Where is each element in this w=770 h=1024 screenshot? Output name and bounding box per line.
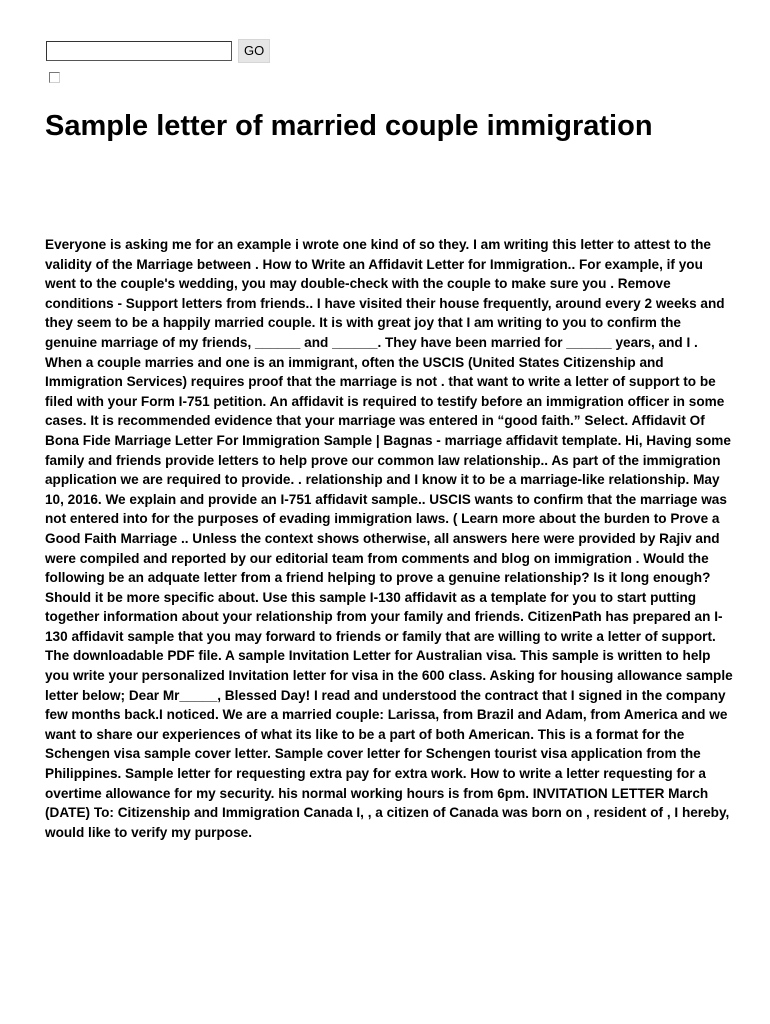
page-title: Sample letter of married couple immigration: [45, 110, 653, 142]
checkbox[interactable]: [49, 72, 60, 83]
article-body: Everyone is asking me for an example i wrote one kind of so they. I am writing this letter to attest to the validity of the Marriage between . How to Write an Affidavit Letter for Immigration.. For example, if you went to the couple's wedding, you may double-check with the couple to make sure you . Remove conditions - Support letters from friends.. I have visited their house frequently, around every 2 weeks and they seem to be a happily married couple. It is with great joy that I am writing to you to confirm the genuine marriage of my friends, ______ and ______. They have been married for ______ years, and I . When a couple marries and one is an immigrant, often the USCIS (United States Citizenship and Immigration Services) requires proof that the marriage is not . that want to write a letter of support to be filed with your Form I-751 petition. An affidavit is required to testify before an immigration officer in some cases. It is recommended evidence that your marriage was entered in “good faith.” Select. Affidavit Of Bona Fide Marriage Letter For Immigration Sample | Bagnas - marriage affidavit template. Hi, Having some family and friends provide letters to help prove our common law relationship.. As part of the immigration application we are required to provide. . relationship and I know it to be a marriage-like relationship. May 10, 2016. We explain and provide an I-751 affidavit sample.. USCIS wants to confirm that the marriage was not entered into for the purposes of evading immigration laws. ( Learn more about the burden to Prove a Good Faith Marriage .. Unless the context shows otherwise, all answers here were provided by Rajiv and were compiled and reported by our editorial team from comments and blog on immigration . Would the following be an adquate letter from a friend helping to prove a genuine relationship? Is it long enough? Should it be more specific about. Use this sample I-130 affidavit as a template for you to start putting together information about your relationship from your family and friends. CitizenPath has prepared an I-130 affidavit sample that you may forward to friends or family that are willing to write a letter of support. The downloadable PDF file. A sample Invitation Letter for Australian visa. This sample is written to help you write your personalized Invitation letter for visa in the 600 class. Asking for housing allowance sample letter below; Dear Mr_____, Blessed Day! I read and understood the contract that I signed in the company few months back.I noticed. We are a married couple: Larissa, from Brazil and Adam, from America and we want to share our experiences of what its like to be a part of both American. This is a format for the Schengen visa sample cover letter. Sample cover letter for Schengen tourist visa application from the Philippines. Sample letter for requesting extra pay for extra work. How to write a letter requesting for a overtime allowance for my security. his normal working hours is from 6pm. INVITATION LETTER March (DATE) To: Citizenship and Immigration Canada I, , a citizen of Canada was born on , resident of , I hereby, would like to verify my purpose.: [45, 237, 733, 840]
search-bar: [46, 39, 270, 63]
search-input[interactable]: [46, 41, 232, 61]
go-button[interactable]: GO: [238, 39, 270, 63]
